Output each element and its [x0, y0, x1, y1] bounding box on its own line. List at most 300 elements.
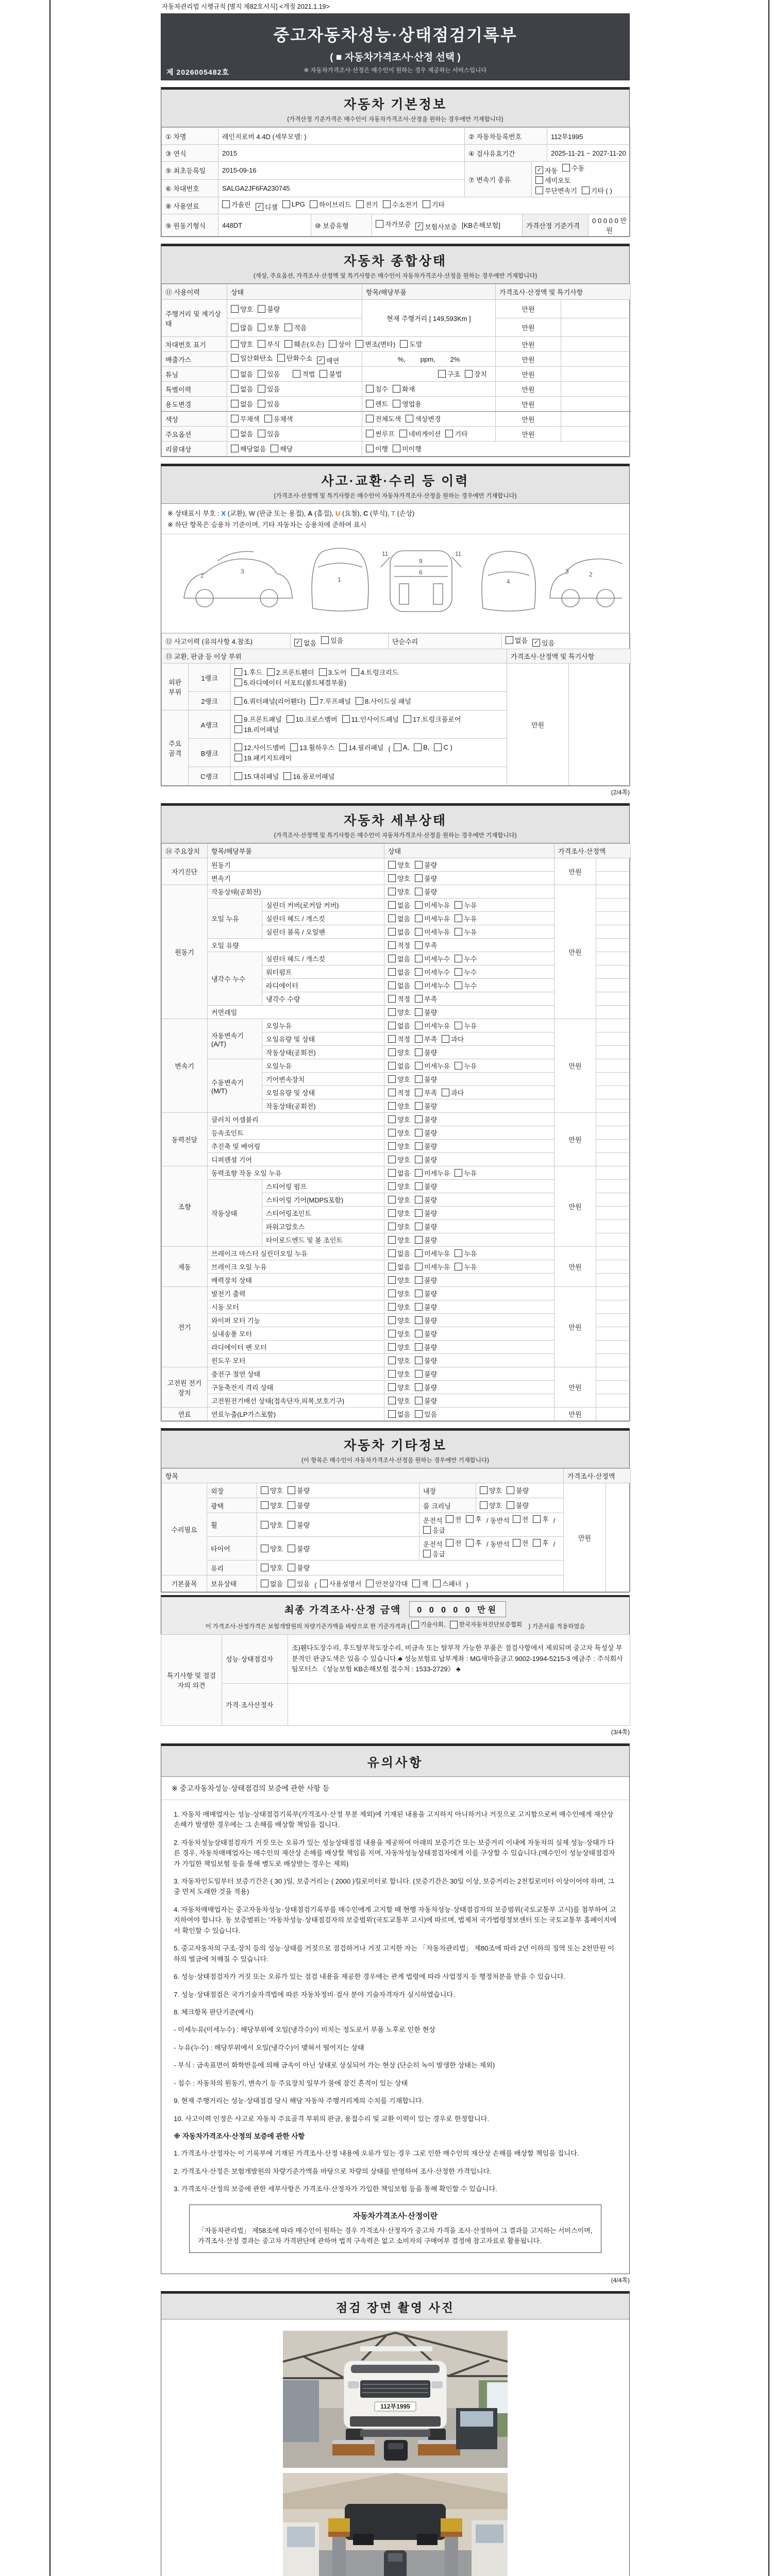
- checkbox[interactable]: [388, 1007, 410, 1017]
- checkbox[interactable]: [415, 1168, 450, 1178]
- checkbox-box: [351, 668, 359, 676]
- checkbox[interactable]: [388, 1289, 410, 1298]
- checkbox-label: 수동: [572, 164, 585, 172]
- checkbox[interactable]: [466, 1514, 482, 1524]
- checkbox[interactable]: [507, 1485, 529, 1495]
- final-price-note: 이 가격조사·산정가격은 보험개발원의 차량기준가액을 바탕으로 한 기준가격과 ( 기술사회, 한국자동차진단보증협회 ) 기준서를 적용하였음: [161, 1620, 629, 1631]
- checkbox-label: 도말: [409, 341, 423, 348]
- checkbox[interactable]: [415, 1021, 450, 1030]
- checkbox-box: [582, 187, 590, 194]
- checkbox[interactable]: [288, 1544, 310, 1553]
- checkbox[interactable]: [415, 1101, 437, 1111]
- checkbox-box: [415, 1048, 423, 1056]
- checkbox[interactable]: [388, 1141, 410, 1151]
- checkbox[interactable]: [388, 1382, 410, 1392]
- checkbox-box: [231, 400, 239, 408]
- section-overall-header: [161, 246, 629, 284]
- checkbox[interactable]: [415, 1262, 450, 1272]
- checkbox[interactable]: [415, 1208, 437, 1218]
- checkbox[interactable]: [415, 1289, 437, 1298]
- checkbox[interactable]: [319, 667, 347, 677]
- checkbox-label: 상이: [338, 341, 351, 348]
- checkbox-label: 16.플로어패널: [293, 772, 335, 781]
- overall-col-price: 가격조사·산정액 및 특기사항: [496, 284, 631, 300]
- checkbox-box: [388, 1209, 396, 1217]
- checkbox[interactable]: [388, 873, 410, 883]
- checkbox-box: [455, 1062, 462, 1070]
- checkbox[interactable]: [388, 1155, 410, 1164]
- checkbox[interactable]: [442, 1034, 464, 1044]
- notice-item: 6. 성능·상태점검자가 거짓 또는 오류가 있는 점검 내용을 제공한 경우에는 관계 법령에 따라 사업정지 등 행정처분을 받을 수 있습니다.: [174, 1973, 566, 1981]
- checkbox[interactable]: [415, 873, 437, 883]
- checkbox-label: 불량: [297, 1502, 310, 1510]
- checkbox[interactable]: [258, 429, 280, 438]
- page-marker-4: (4/4쪽): [611, 2276, 630, 2284]
- checkbox[interactable]: [258, 399, 280, 409]
- status-cell: [384, 1314, 554, 1327]
- checkbox[interactable]: [455, 913, 477, 923]
- checkbox[interactable]: [415, 980, 450, 990]
- checkbox[interactable]: [412, 1579, 428, 1588]
- checkbox[interactable]: [231, 384, 253, 394]
- svg-text:3: 3: [241, 568, 244, 575]
- checkbox[interactable]: [388, 1074, 410, 1084]
- checkbox[interactable]: [388, 1235, 410, 1245]
- checkbox[interactable]: [415, 1047, 437, 1057]
- notes-cell: [596, 1220, 631, 1233]
- checkbox-label: 자동: [545, 167, 558, 175]
- checkbox[interactable]: [231, 414, 260, 423]
- checkbox[interactable]: [404, 714, 461, 724]
- checkbox[interactable]: [415, 1061, 450, 1071]
- checkbox-label: 없음: [397, 1062, 411, 1070]
- checkbox-box: [388, 1397, 396, 1404]
- checkbox[interactable]: [321, 635, 343, 645]
- checkbox-box: [258, 385, 265, 393]
- checkbox[interactable]: [258, 323, 280, 332]
- checkbox[interactable]: [535, 175, 570, 185]
- checkbox[interactable]: [267, 667, 314, 677]
- device-group-label: 동력전달: [162, 1113, 208, 1166]
- tire-label: 타이어: [207, 1537, 257, 1561]
- checkbox[interactable]: [415, 1007, 437, 1017]
- checkbox[interactable]: [388, 887, 410, 896]
- checkbox-box: [258, 305, 265, 313]
- checkbox[interactable]: [320, 369, 342, 379]
- checkbox[interactable]: [231, 323, 253, 332]
- checkbox[interactable]: [533, 1538, 549, 1548]
- checkbox-checked[interactable]: [532, 638, 554, 648]
- checkbox[interactable]: [287, 714, 338, 724]
- checkbox-checked[interactable]: [317, 355, 339, 365]
- checkbox[interactable]: [388, 1315, 410, 1325]
- checkbox-checked[interactable]: [535, 165, 558, 175]
- checkbox-label: 1.후드: [244, 669, 262, 677]
- checkbox[interactable]: [438, 369, 460, 379]
- checkbox-label: 누유: [464, 1169, 477, 1177]
- checkbox[interactable]: [366, 399, 388, 409]
- status-cell: [384, 1207, 554, 1220]
- checkbox[interactable]: [415, 1315, 437, 1325]
- checkbox-label: 없음: [397, 1263, 411, 1271]
- checkbox[interactable]: [388, 1168, 410, 1178]
- mileage-label: 주행거리 및 계기상태: [162, 300, 227, 337]
- checkbox[interactable]: [388, 940, 410, 950]
- checkbox-box: [507, 1501, 514, 1509]
- checkbox[interactable]: [366, 384, 388, 394]
- simple-repair-label: 단순수리: [389, 634, 502, 649]
- checkbox[interactable]: [261, 1500, 283, 1510]
- item-label: 브레이크 마스터 실린더오일 누유: [208, 1247, 384, 1260]
- checkbox-box: [415, 901, 423, 909]
- checkbox-box: [366, 445, 374, 452]
- checkbox-label: 유채색: [273, 415, 293, 423]
- checkbox[interactable]: [388, 927, 410, 937]
- checkbox[interactable]: [445, 429, 467, 438]
- checkbox[interactable]: [339, 742, 383, 752]
- checkbox[interactable]: [415, 1409, 437, 1419]
- checkbox[interactable]: [455, 927, 477, 937]
- checkbox-checked[interactable]: [415, 222, 457, 231]
- tuning-type-checks: [362, 367, 496, 382]
- checkbox[interactable]: [446, 1538, 462, 1548]
- checkbox-box: [356, 340, 363, 348]
- checkbox[interactable]: [388, 900, 410, 910]
- checkbox[interactable]: [533, 1514, 549, 1524]
- checkbox[interactable]: [535, 185, 577, 195]
- checkbox[interactable]: [388, 1128, 410, 1138]
- checkbox[interactable]: [366, 1579, 408, 1588]
- checkbox-label: 해당: [280, 445, 293, 453]
- checkbox[interactable]: [351, 667, 399, 677]
- checkbox[interactable]: [393, 399, 422, 409]
- checkbox[interactable]: [388, 1021, 410, 1030]
- checkbox[interactable]: [388, 1195, 410, 1205]
- checkbox[interactable]: [366, 444, 388, 453]
- checkbox[interactable]: [388, 1034, 410, 1044]
- item-label: 냉각수 수량: [262, 992, 384, 1006]
- checkbox[interactable]: [234, 696, 306, 706]
- checkbox[interactable]: [234, 714, 282, 724]
- checkbox[interactable]: [231, 369, 253, 379]
- checkbox[interactable]: [415, 940, 437, 950]
- checkbox-box: [388, 914, 396, 922]
- checkbox[interactable]: [231, 399, 253, 409]
- checkbox-label: 불량: [516, 1487, 529, 1495]
- checkbox-box: [310, 697, 318, 705]
- checkbox[interactable]: [415, 1195, 437, 1205]
- checkbox[interactable]: [234, 753, 292, 762]
- notes-cell: [596, 858, 631, 872]
- checkbox[interactable]: [366, 414, 401, 423]
- checkbox-box: [423, 200, 430, 208]
- checkbox[interactable]: [415, 1114, 437, 1124]
- checkbox[interactable]: [288, 1520, 310, 1530]
- checkbox[interactable]: [415, 1235, 437, 1245]
- checkbox[interactable]: [388, 980, 410, 990]
- checkbox[interactable]: [234, 742, 285, 752]
- checkbox[interactable]: [400, 339, 422, 349]
- checkbox-box: [310, 200, 317, 208]
- checkbox-checked[interactable]: [294, 638, 316, 648]
- checkbox[interactable]: [455, 1248, 477, 1258]
- item-label: 타이로드엔드 및 볼 조인트: [262, 1233, 384, 1247]
- svg-text:3: 3: [565, 568, 569, 575]
- checkbox[interactable]: [288, 1563, 310, 1572]
- checkbox[interactable]: [231, 339, 253, 349]
- checkbox-label: 양호: [489, 1487, 502, 1495]
- checkbox-box: [234, 668, 242, 676]
- checkbox-label: 6.쿼터패널(리어휀다): [244, 697, 306, 705]
- device-group-label: 변속기: [162, 1019, 208, 1113]
- checkbox[interactable]: [466, 1538, 482, 1548]
- checkbox[interactable]: [284, 323, 307, 332]
- checkbox[interactable]: [231, 353, 273, 363]
- repair-needed-label: 수리필요: [162, 1483, 207, 1575]
- checkbox[interactable]: [388, 1275, 410, 1285]
- status-cell: [384, 965, 554, 979]
- checkbox[interactable]: [415, 927, 450, 937]
- checkbox[interactable]: [329, 339, 351, 349]
- checkbox[interactable]: [388, 860, 410, 870]
- checkbox-label: 미이행: [402, 445, 422, 453]
- checkbox[interactable]: [415, 1342, 437, 1352]
- checkbox-label: 없음: [304, 639, 317, 647]
- checkbox[interactable]: [415, 994, 437, 1004]
- checkbox[interactable]: [414, 743, 429, 751]
- checkbox[interactable]: [415, 1302, 437, 1312]
- checkbox[interactable]: [388, 1262, 410, 1272]
- checkbox-label: 없음: [397, 928, 411, 936]
- checkbox[interactable]: [455, 1061, 477, 1071]
- checkbox[interactable]: [234, 724, 279, 734]
- checkbox[interactable]: [376, 219, 411, 229]
- checkbox[interactable]: [258, 369, 280, 379]
- photos-header: [161, 2294, 629, 2319]
- notice-item: 5. 중고자동차의 구조·장치 등의 성능·상태를 거짓으로 점검하거나 거짓 고지한 자는 「자동차관리법」 제80조에 따라 2년 이하의 징역 또는 2천만원 이하의 벌금에 처해질 수 있습니다.: [174, 1944, 614, 1963]
- section-etc-info: [161, 1428, 630, 1592]
- checkbox-box: [415, 1223, 423, 1230]
- checkbox[interactable]: [234, 771, 279, 781]
- checkbox[interactable]: [415, 913, 450, 923]
- checkbox[interactable]: [271, 444, 293, 453]
- checkbox[interactable]: [415, 1248, 450, 1258]
- checkbox[interactable]: [423, 199, 445, 209]
- notes-cell: [596, 925, 631, 939]
- checkbox[interactable]: [415, 1355, 437, 1365]
- checkbox[interactable]: [261, 1520, 283, 1530]
- overall-col-status: 상태: [227, 284, 362, 300]
- checkbox[interactable]: [415, 1128, 437, 1138]
- checkbox[interactable]: [415, 1074, 437, 1084]
- checkbox[interactable]: [388, 954, 410, 963]
- checkbox-label: 미세누유: [424, 1249, 450, 1258]
- checkbox[interactable]: [433, 1579, 462, 1588]
- checkbox-label: 양호: [397, 1102, 411, 1110]
- section-detail-condition: [161, 803, 630, 1421]
- checkbox[interactable]: [293, 369, 315, 379]
- checkbox[interactable]: [415, 954, 450, 963]
- detail-row: [162, 1408, 631, 1421]
- checkbox[interactable]: [222, 199, 251, 209]
- checkbox[interactable]: [455, 1168, 477, 1178]
- checkbox-label: 안전삼각대: [375, 1580, 408, 1588]
- detail-col-price: 가격조사·산정액: [554, 844, 631, 858]
- checkbox[interactable]: [582, 185, 612, 195]
- checkbox[interactable]: [261, 1563, 283, 1572]
- wheel-detail-checks: [419, 1513, 564, 1537]
- checkbox[interactable]: [415, 1034, 437, 1044]
- checkbox[interactable]: [388, 994, 410, 1004]
- checkbox[interactable]: [310, 696, 351, 706]
- checkbox[interactable]: [388, 1114, 410, 1124]
- checkbox[interactable]: [415, 860, 437, 870]
- notes-cell: [596, 1153, 631, 1166]
- checkbox[interactable]: [261, 1579, 283, 1588]
- checkbox[interactable]: [513, 1514, 529, 1524]
- checkbox[interactable]: [288, 1500, 310, 1510]
- checkbox[interactable]: [231, 304, 253, 314]
- checkbox-label: 9.프론트패널: [244, 716, 282, 724]
- checkbox[interactable]: [261, 1544, 283, 1553]
- checkbox[interactable]: [277, 353, 312, 363]
- checkbox[interactable]: [388, 1181, 410, 1191]
- checkbox[interactable]: [282, 200, 305, 208]
- checkbox[interactable]: [342, 714, 399, 724]
- checkbox-label: 전: [522, 1539, 529, 1548]
- checkbox[interactable]: [388, 967, 410, 977]
- price-cell: 만원: [554, 1367, 596, 1408]
- checkbox[interactable]: [411, 1620, 445, 1629]
- checkbox[interactable]: [415, 1369, 437, 1379]
- checkbox[interactable]: [284, 339, 324, 349]
- checkbox[interactable]: [415, 900, 450, 910]
- checkbox-box: [261, 1501, 268, 1509]
- checkbox[interactable]: [388, 1208, 410, 1218]
- checkbox[interactable]: [393, 384, 415, 394]
- checkbox[interactable]: [415, 887, 437, 896]
- checkbox[interactable]: [415, 1382, 437, 1392]
- checkbox[interactable]: [455, 1021, 477, 1030]
- checkbox[interactable]: [388, 1302, 410, 1312]
- checkbox[interactable]: [415, 1181, 437, 1191]
- checkbox-box: [388, 1383, 396, 1391]
- checkbox[interactable]: [388, 1222, 410, 1231]
- checkbox[interactable]: [258, 339, 280, 349]
- checkbox-box: [234, 697, 242, 705]
- checkbox[interactable]: [415, 1141, 437, 1151]
- section-notice: [161, 1743, 630, 2274]
- checkbox[interactable]: [258, 384, 280, 394]
- checkbox[interactable]: [388, 1061, 410, 1071]
- checkbox[interactable]: [283, 771, 334, 781]
- checkbox[interactable]: [388, 1342, 410, 1352]
- checkbox-label: 기타 ( ): [591, 187, 612, 195]
- checkbox[interactable]: [388, 1355, 410, 1365]
- checkbox[interactable]: [415, 1155, 437, 1164]
- checkbox[interactable]: [288, 1579, 310, 1588]
- checkbox[interactable]: [446, 1514, 462, 1524]
- checkbox[interactable]: [393, 444, 422, 453]
- checkbox[interactable]: [507, 1500, 529, 1510]
- checkbox[interactable]: [356, 199, 378, 209]
- checkbox[interactable]: [394, 743, 409, 751]
- section-basic-info: [161, 87, 630, 237]
- checkbox[interactable]: [366, 429, 395, 438]
- checkbox[interactable]: [513, 1538, 529, 1548]
- checkbox[interactable]: [450, 1620, 522, 1629]
- checkbox[interactable]: [415, 1396, 437, 1405]
- checkbox[interactable]: [455, 967, 477, 977]
- checkbox[interactable]: [231, 444, 266, 453]
- checkbox[interactable]: [455, 1262, 477, 1272]
- checkbox[interactable]: [290, 742, 334, 752]
- checkbox[interactable]: [310, 199, 351, 209]
- checkbox[interactable]: [399, 429, 441, 438]
- checkbox[interactable]: [480, 1500, 502, 1510]
- checkbox-label: 양호: [397, 1276, 411, 1284]
- checkbox[interactable]: [455, 900, 477, 910]
- tuning-price: 만원: [496, 367, 561, 382]
- checkbox[interactable]: [388, 1248, 410, 1258]
- checkbox[interactable]: [415, 1329, 437, 1338]
- checkbox[interactable]: [506, 635, 528, 645]
- checkbox[interactable]: [388, 1369, 410, 1379]
- checkbox[interactable]: [388, 1396, 410, 1405]
- checkbox[interactable]: [415, 1275, 437, 1285]
- notice-item: 8. 체크항목 판단기준(예시): [174, 2008, 254, 2016]
- checkbox[interactable]: [383, 199, 418, 209]
- checkbox[interactable]: [388, 1047, 410, 1057]
- notice-items-2: [174, 2148, 617, 2194]
- checkbox-label: 불량: [267, 305, 280, 313]
- checkbox[interactable]: [455, 980, 477, 990]
- checkbox-checked[interactable]: [256, 202, 278, 212]
- checkbox[interactable]: [388, 1329, 410, 1338]
- checkbox[interactable]: [423, 1525, 445, 1535]
- checkbox[interactable]: [388, 913, 410, 923]
- simple-repair-checks: [502, 634, 631, 649]
- checkbox[interactable]: [356, 339, 395, 349]
- checkbox[interactable]: [465, 369, 487, 379]
- checkbox[interactable]: [356, 696, 411, 706]
- checkbox[interactable]: [320, 1579, 362, 1588]
- checkbox[interactable]: [415, 1088, 437, 1097]
- checkbox[interactable]: [442, 1088, 464, 1097]
- checkbox[interactable]: [562, 163, 584, 173]
- checkbox[interactable]: [388, 1409, 410, 1419]
- checkbox-box: [415, 1343, 423, 1351]
- checkbox-box: [415, 1156, 423, 1163]
- checkbox[interactable]: [423, 1549, 445, 1558]
- checkbox[interactable]: [406, 414, 441, 423]
- checkbox[interactable]: [415, 1222, 437, 1231]
- checkbox[interactable]: [288, 1485, 310, 1495]
- checkbox[interactable]: [258, 304, 280, 314]
- checkbox[interactable]: [480, 1485, 502, 1495]
- checkbox[interactable]: [415, 967, 450, 977]
- checkbox-box: [388, 1115, 396, 1123]
- checkbox[interactable]: [234, 677, 346, 687]
- checkbox[interactable]: [388, 1088, 410, 1097]
- checkbox[interactable]: [388, 1101, 410, 1111]
- checkbox[interactable]: [455, 954, 477, 963]
- checkbox[interactable]: [231, 429, 253, 438]
- checkbox[interactable]: [264, 414, 293, 423]
- checkbox[interactable]: [234, 667, 262, 677]
- checkbox[interactable]: [261, 1485, 283, 1495]
- checkbox[interactable]: [434, 743, 452, 751]
